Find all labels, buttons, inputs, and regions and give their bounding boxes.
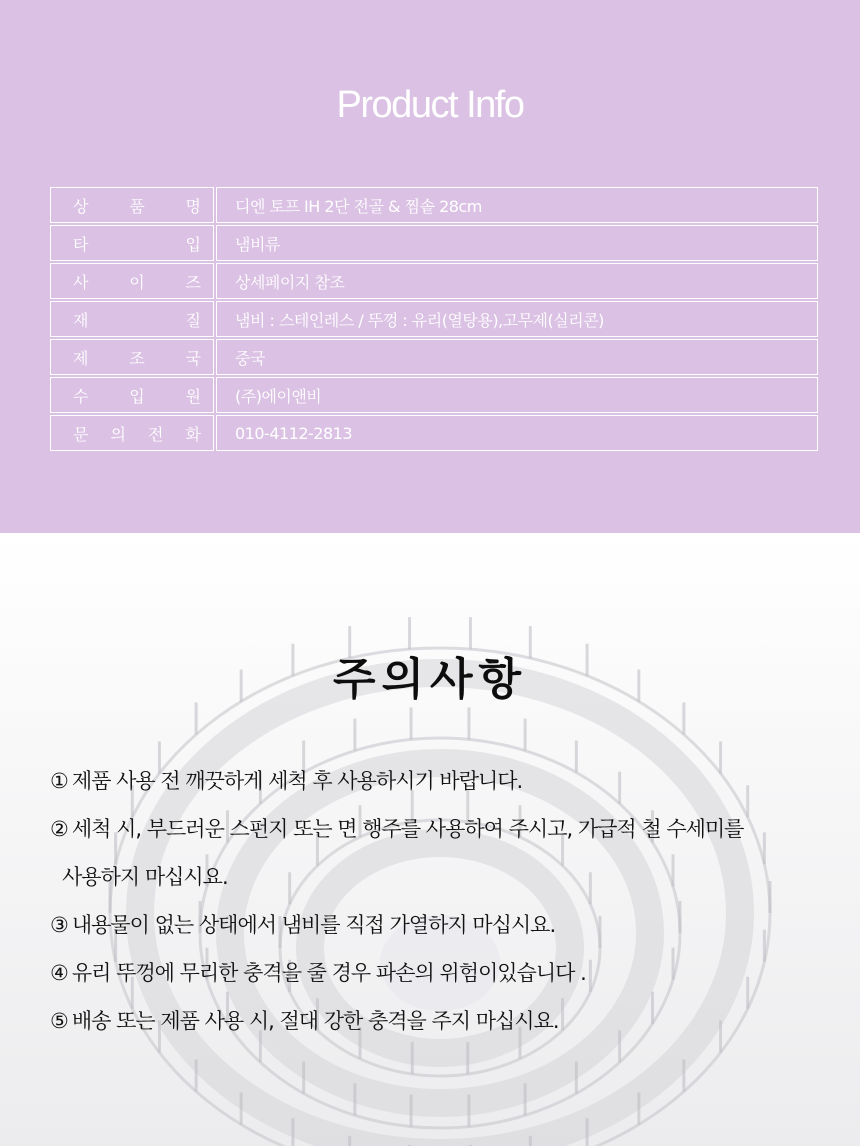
info-label [50,263,214,299]
caution-number: ③ [50,913,68,937]
info-label-char: 의 [110,424,126,444]
info-value: 중국 [216,339,818,375]
info-row [50,187,818,223]
info-label-char: 전 [148,424,164,444]
info-label-char: 조 [129,348,145,368]
info-label [50,301,214,337]
info-label-char: 국 [185,348,201,368]
caution-item [50,805,840,853]
info-row [50,339,818,375]
info-row [50,225,818,261]
info-label-char: 재 [73,310,89,330]
info-label-char: 사 [73,272,89,292]
product-info-title: Product Info [336,84,524,126]
info-label-char: 상 [73,196,89,216]
caution-number: ⑤ [50,1009,68,1033]
caution-section [0,533,860,1146]
info-label-char: 문 [73,424,89,444]
caution-list [50,757,840,1045]
product-info-section [0,0,860,533]
caution-title: 주의사항 [332,654,527,705]
info-row [50,377,818,413]
caution-number: ④ [50,961,68,985]
info-label-char: 화 [185,424,201,444]
info-value: 냄비류 [216,225,818,261]
info-label-char: 원 [185,386,201,406]
info-label-char: 이 [129,272,145,292]
caution-item [50,949,840,997]
product-info-table [50,187,818,453]
caution-text: 유리 뚜껑에 무리한 충격을 줄 경우 파손의 위험이있습니다 . [71,961,586,985]
info-label [50,187,214,223]
info-value: 상세페이지 참조 [216,263,818,299]
caution-number: ② [50,817,68,841]
caution-item-continuation: 사용하지 마십시요. [62,865,228,889]
info-label-char: 즈 [185,272,201,292]
caution-text: 세척 시, 부드러운 스펀지 또는 면 행주를 사용하여 주시고, 가급적 철 수세미를 [71,817,744,841]
caution-item [50,757,840,805]
info-value: (주)에이앤비 [216,377,818,413]
info-label-char: 품 [129,196,145,216]
info-value: 냄비 : 스테인레스 / 뚜껑 : 유리(열탕용),고무제(실리콘) [216,301,818,337]
info-value: 010-4112-2813 [216,415,818,451]
info-row [50,263,818,299]
info-label-char: 명 [185,196,201,216]
info-label-char: 질 [185,310,201,330]
caution-item [50,901,840,949]
info-label [50,415,214,451]
caution-text: 제품 사용 전 깨끗하게 세척 후 사용하시기 바랍니다. [71,769,523,793]
info-label-char: 입 [185,234,201,254]
info-label [50,339,214,375]
info-label-char: 타 [73,234,89,254]
info-row [50,301,818,337]
info-label-char: 입 [129,386,145,406]
info-label-char: 수 [73,386,89,406]
info-label [50,225,214,261]
caution-text: 배송 또는 제품 사용 시, 절대 강한 충격을 주지 마십시요. [71,1009,559,1033]
info-row [50,415,818,451]
caution-item [50,997,840,1045]
caution-text: 내용물이 없는 상태에서 냄비를 직접 가열하지 마십시요. [71,913,556,937]
info-label-char: 제 [73,348,89,368]
info-value: 디엔 토프 IH 2단 전골 & 찜솥 28cm [216,187,818,223]
caution-number: ① [50,769,68,793]
info-label [50,377,214,413]
